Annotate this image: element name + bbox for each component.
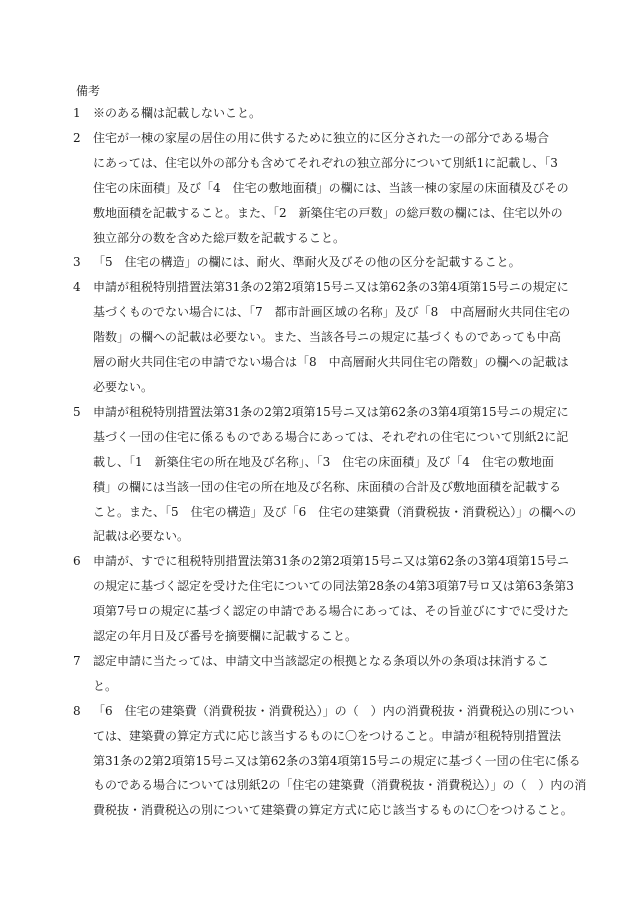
note-text-line: 申請が租税特別措置法第31条の2第2項第15号ニ又は第62条の3第4項第15号ニの規定に xyxy=(93,404,569,419)
note-text-line: 「5 住宅の構造」の欄には、耐火、準耐火及びその他の区分を記載すること。 xyxy=(93,255,521,270)
note-text-line: 基づく一団の住宅に係るものである場合にあっては、それぞれの住宅について別紙2に記 xyxy=(93,429,569,444)
note-text-line: 住宅が一棟の家屋の居住の用に供するために独立的に区分された一の部分である場合 xyxy=(93,130,550,145)
note-item xyxy=(73,126,593,251)
note-text-line: 層の耐火共同住宅の申請でない場合は「8 中高層耐火共同住宅の階数」の欄への記載は xyxy=(93,355,569,370)
notes-list xyxy=(73,101,593,823)
note-text-line: 費税抜・消費税込の別について建築費の算定方式に応じ該当するものに〇をつけること。 xyxy=(93,803,573,818)
note-number: 4 xyxy=(73,280,81,295)
note-text-line: 独立部分の数を含めた総戸数を記載すること。 xyxy=(93,230,346,245)
note-text-line: 申請が、すでに租税特別措置法第31条の2第2項第15号ニ又は第62条の3第4項第15号ニ xyxy=(93,554,569,569)
note-item xyxy=(73,275,593,400)
note-text-line: 必要ない。 xyxy=(93,379,154,394)
note-text-line: 認定申請に当たっては、申請文中当該認定の根拠となる条項以外の条項は抹消するこ xyxy=(93,653,550,668)
note-number: 1 xyxy=(73,106,81,120)
note-number: 8 xyxy=(73,703,81,718)
note-text-line: 階数」の欄への記載は必要ない。また、当該各号ニの規定に基づくものであっても中高 xyxy=(93,330,561,345)
note-text-line: 基づくものでない場合には、「7 都市計画区域の名称」及び「8 中高層耐火共同住宅の xyxy=(93,305,571,320)
note-text-line: こと。また、「5 住宅の構造」及び「6 住宅の建築費（消費税抜・消費税込）」の欄への xyxy=(93,504,577,519)
note-text-line: にあっては、住宅以外の部分も含めてそれぞれの独立部分について別紙1に記載し、「3 xyxy=(93,155,558,170)
note-text-line: 認定の年月日及び番号を摘要欄に記載すること。 xyxy=(93,629,358,644)
note-number: 6 xyxy=(73,554,81,569)
note-item xyxy=(73,649,593,699)
note-text-line: と。 xyxy=(93,678,118,693)
notes-heading: 備考 xyxy=(76,84,101,98)
note-text-line: 申請が租税特別措置法第31条の2第2項第15号ニ又は第62条の3第4項第15号ニの規定に xyxy=(93,280,569,295)
note-item xyxy=(73,699,593,824)
note-text-line: 項第7号ロの規定に基づく認定の申請である場合にあっては、その旨並びにすでに受けた xyxy=(93,604,569,619)
note-text-line: の規定に基づく認定を受けた住宅についての同法第28条の4第3項第7号ロ又は第63条第3 xyxy=(93,579,574,594)
note-number: 5 xyxy=(73,404,81,419)
note-item xyxy=(73,250,593,275)
note-number: 7 xyxy=(73,653,81,668)
note-text-line: 敷地面積を記載すること。また、「2 新築住宅の戸数」の総戸数の欄には、住宅以外の xyxy=(93,205,563,220)
note-text-line: 記載は必要ない。 xyxy=(93,529,190,544)
note-text-line: 住宅の床面積」及び「4 住宅の敷地面積」の欄には、当該一棟の家屋の床面積及びその xyxy=(93,180,569,195)
note-text-line: ては、建築費の算定方式に応じ該当するものに〇をつけること。申請が租税特別措置法 xyxy=(93,728,562,743)
note-text-line: 載し、「1 新築住宅の所在地及び名称」、「3 住宅の床面積」及び「4 住宅の敷地面 xyxy=(93,454,554,469)
note-number: 2 xyxy=(73,130,81,145)
note-text-line: 第31条の2第2項第15号ニ又は第62条の3第4項第15号ニの規定に基づく一団の住宅に係る xyxy=(93,753,581,768)
note-item xyxy=(73,400,593,549)
note-text-line: ものである場合については別紙2の「住宅の建築費（消費税抜・消費税込）」の（ ）内の消 xyxy=(93,778,587,793)
note-number: 3 xyxy=(73,255,81,270)
note-text-line: 積」の欄には当該一団の住宅の所在地及び名称、床面積の合計及び敷地面積を記載する xyxy=(93,479,562,494)
note-text-line: ※のある欄は記載しないこと。 xyxy=(93,106,262,120)
note-text-line: 「6 住宅の建築費（消費税抜・消費税込）」の（ ）内の消費税抜・消費税込の別につい xyxy=(93,703,575,718)
note-item xyxy=(73,101,593,126)
note-item xyxy=(73,549,593,649)
